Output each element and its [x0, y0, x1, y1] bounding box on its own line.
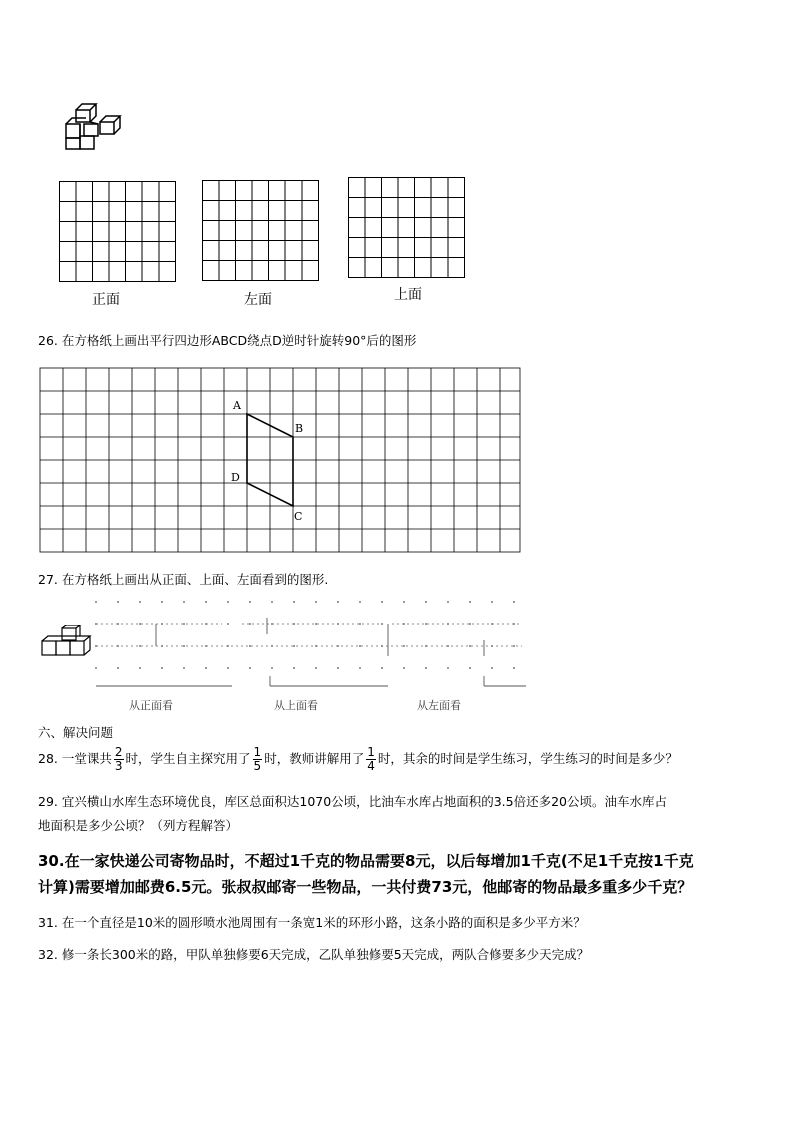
- fraction-one-quarter: $\frac{1}{4}$: [367, 745, 375, 773]
- fraction-two-thirds: $\frac{2}{3}$: [114, 745, 123, 773]
- question-28: 28. 一堂课共 $\frac{2}{3}$ 时，学生自主探究用了 $\frac{1}{5}$ 时，教师讲解用了 $\frac{1}{4}$ 时，其余的时间是学生练习，学生练习的时间是多少？: [38, 745, 678, 773]
- grid-front-view[interactable]: [59, 181, 177, 283]
- grid-label-left: 左面: [244, 292, 272, 308]
- question-text: 在一个直径是10米的圆形喷水池周围有一条宽1米的环形小路，这条小路的面积是多少平方米？: [61, 915, 586, 930]
- point-d-label: D: [231, 471, 240, 484]
- question-26: [38, 332, 416, 350]
- question-text: 在方格纸上画出从正面、上面、左面看到的图形.: [61, 572, 329, 587]
- point-b-label: B: [295, 422, 304, 435]
- view-label-front: 从正面看: [129, 699, 173, 712]
- cube-figure-27: [40, 625, 96, 661]
- question-number: 29.: [38, 794, 58, 809]
- question-32: [38, 946, 589, 964]
- question-text: 修一条长300米的路，甲队单独修要6天完成，乙队单独修要5天完成，两队合修要多少天完成？: [61, 947, 590, 962]
- view-label-top: 从上面看: [274, 699, 318, 712]
- cube-figure-top: [58, 100, 124, 156]
- grid-left-view[interactable]: [202, 180, 320, 282]
- fraction-one-fifth: $\frac{1}{5}$: [253, 745, 262, 773]
- question-number: 27.: [38, 572, 58, 587]
- question-29: 29. 宜兴横山水库生态环境优良，库区总面积达1070公顷，比油车水库占地面积的3.5倍还多20公顷。油车水库占 地面积是多少公顷？（列方程解答）: [38, 794, 667, 833]
- rotation-grid[interactable]: [39, 367, 522, 554]
- point-c-label: C: [294, 510, 303, 523]
- question-30: 30.在一家快递公司寄物品时，不超过1千克的物品需要8元，以后每增加1千克(不足1千克按1千克 计算)需要增加邮费6.5元。张叔叔邮寄一些物品，一共付费73元，他邮寄的物品最多重多少千克？: [38, 852, 694, 896]
- grid-label-front: 正面: [92, 292, 120, 308]
- point-a-label: A: [233, 399, 241, 412]
- section-title: 六、解决问题: [38, 725, 114, 740]
- question-number: 30.: [38, 852, 65, 870]
- view-label-left: 从左面看: [417, 699, 461, 712]
- question-number: 32.: [38, 947, 58, 962]
- question-text: 在方格纸上画出平行四边形ABCD绕点D逆时针旋转90°后的图形: [61, 333, 417, 348]
- question-27: [38, 571, 328, 589]
- question-number: 28.: [38, 751, 58, 766]
- grid-label-top: 上面: [394, 287, 422, 303]
- question-31: [38, 914, 586, 932]
- question-number: 31.: [38, 915, 58, 930]
- dot-grid-27[interactable]: [92, 598, 528, 690]
- grid-top-view[interactable]: [348, 177, 466, 279]
- question-number: 26.: [38, 333, 58, 348]
